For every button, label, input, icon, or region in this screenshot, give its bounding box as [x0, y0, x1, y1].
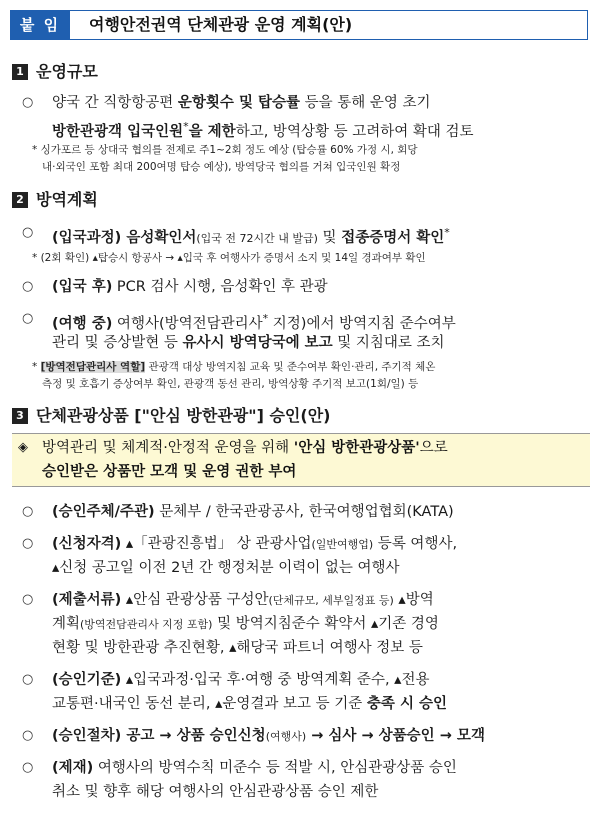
paragraph-line: (승인절차) 공고 → 상품 승인신청(여행사) → 심사 → 상품승인 → 모객: [52, 728, 485, 744]
paragraph-line: 관리 및 증상발현 등 유사시 방역당국에 보고 및 지침대로 조치: [52, 335, 445, 351]
paragraph-line: 방한관광객 입국인원*을 제한하고, 방역상황 등 고려하여 확대 검토: [52, 120, 474, 140]
circle-bullet: ○: [22, 536, 34, 551]
circle-bullet: ○: [22, 95, 34, 110]
footnote: * [방역전담관리사 역할] 관광객 대상 방역지침 교육 및 준수여부 확인·관리, 주기적 체온: [32, 361, 436, 373]
paragraph-line: 교통편·내국인 동선 분리, ▴운영결과 보고 등 기준 충족 시 승인: [52, 696, 448, 712]
footnote: 측정 및 호흡기 증상여부 확인, 관광객 동선 관리, 방역상황 주기적 보고(1회/일) 등: [42, 378, 419, 390]
circle-bullet: ○: [22, 592, 34, 607]
footnote: * 싱가포르 등 상대국 협의를 전제로 주1~2회 정도 예상 (탑승률 60% 가정 시, 회당: [32, 144, 418, 156]
paragraph-line: 현황 및 방한관광 추진현황, ▴해당국 파트너 여행사 정보 등: [52, 640, 423, 656]
section-number: 2: [12, 192, 28, 208]
section-3-heading: [12, 406, 330, 426]
section-1-heading: [12, 62, 98, 82]
diamond-bullet: ◈: [18, 440, 28, 455]
circle-bullet: ○: [22, 672, 34, 687]
box-line: 방역관리 및 체계적·안정적 운영을 위해 '안심 방한관광상품'으로: [42, 440, 448, 456]
document-title: 여행안전권역 단체관광 운영 계획(안): [89, 15, 353, 34]
section-title: 운영규모: [36, 62, 98, 81]
section-title: 방역계획: [36, 190, 98, 209]
paragraph-line: (입국과정) 음성확인서(입국 전 72시간 내 발급) 및 접종증명서 확인*: [52, 226, 450, 246]
paragraph-line: (여행 중) 여행사(방역전담관리사* 지정)에서 방역지침 준수여부: [52, 312, 456, 332]
circle-bullet: ○: [22, 728, 34, 743]
box-line: 승인받은 상품만 모객 및 운영 권한 부여: [42, 464, 297, 480]
paragraph-line: 취소 및 향후 해당 여행사의 안심관광상품 승인 제한: [52, 784, 379, 800]
paragraph-line: ▴신청 공고일 이전 2년 간 행정처분 이력이 없는 여행사: [52, 560, 400, 576]
section-number: 1: [12, 64, 28, 80]
section-title: 단체관광상품 ["안심 방한관광"] 승인(안): [36, 406, 331, 425]
circle-bullet: ○: [22, 279, 34, 294]
circle-bullet: ○: [22, 760, 34, 775]
paragraph-line: (신청자격) ▴「관광진흥법」 상 관광사업(일반여행업) 등록 여행사,: [52, 536, 458, 552]
footnote: * (2회 확인) ▴탑승시 항공사 → ▴입국 후 여행사가 증명서 소지 및 14일 경과여부 확인: [32, 252, 426, 264]
paragraph-line: 계획(방역전담관리사 지정 포함) 및 방역지침준수 확약서 ▴기존 경영: [52, 616, 439, 632]
circle-bullet: ○: [22, 504, 34, 519]
paragraph-line: (입국 후) PCR 검사 시행, 음성확인 후 관광: [52, 279, 328, 295]
paragraph-line: (승인주체/주관) 문체부 / 한국관광공사, 한국여행업협회(KATA): [52, 504, 454, 520]
document-header: [10, 10, 588, 40]
section-number: 3: [12, 408, 28, 424]
paragraph-line: (제출서류) ▴안심 관광상품 구성안(단체규모, 세부일정표 등) ▴방역: [52, 592, 434, 608]
footnote: 내·외국인 포함 최대 200여명 탑승 예상), 방역당국 협의를 거쳐 입국인원 확정: [42, 161, 401, 173]
paragraph-line: (승인기준) ▴입국과정·입국 후·여행 중 방역계획 준수, ▴전용: [52, 672, 430, 688]
paragraph-line: (제재) 여행사의 방역수칙 미준수 등 적발 시, 안심관광상품 승인: [52, 760, 457, 776]
circle-bullet: ○: [22, 311, 34, 326]
attachment-tag: 붙 임: [10, 10, 70, 40]
circle-bullet: ○: [22, 225, 34, 240]
paragraph-line: 양국 간 직항항공편 운항횟수 및 탑승률 등을 통해 운영 초기: [52, 95, 431, 111]
section-2-heading: [12, 190, 98, 210]
